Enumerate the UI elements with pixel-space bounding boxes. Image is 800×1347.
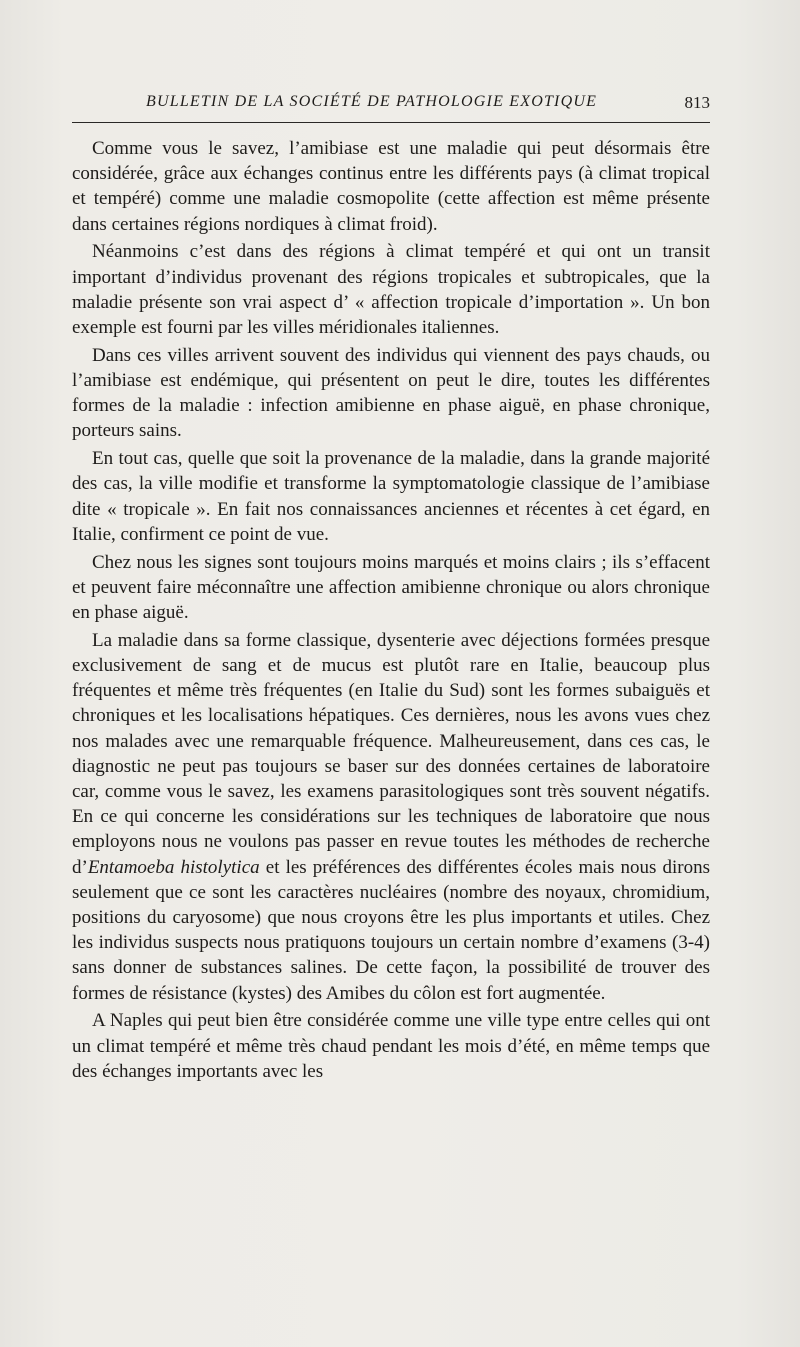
body-text [72, 136, 710, 1087]
paragraph-2: Néanmoins c’est dans des régions à climat tempéré et qui ont un transit important d’individus provenant des régions tropicales et subtropicales, que la maladie présente son vrai aspect d’ « affection tropicale d’importation ». Un bon exemple est fourni par les villes méridionales italiennes. [72, 241, 710, 339]
paragraph-3: Dans ces villes arrivent souvent des individus qui viennent des pays chauds, ou l’amibiase est endémique, qui présentent on peut le dire, toutes les différentes formes de la maladie : infection amibienne en phase aiguë, en phase chronique, porteurs sains. [72, 344, 710, 442]
paragraph-7: A Naples qui peut bien être considérée comme une ville type entre celles qui ont un climat tempéré et même très chaud pendant les mois d’été, en même temps que des échanges importants avec les [72, 1010, 710, 1082]
header-rule [72, 122, 710, 123]
species-name-italic: Entamoeba histolytica [87, 856, 260, 878]
running-title: BULLETIN DE LA SOCIÉTÉ DE PATHOLOGIE EXOTIQUE [146, 93, 598, 110]
paragraph-6-before: La maladie dans sa forme classique, dysenterie avec déjections formées presque exclusivement de sang et de mucus est plutôt rare en Italie, beaucoup plus fréquentes et même très fréquentes (en Italie du Sud) sont les formes subaiguës et chroniques et les localisations hépatiques. Ces dernières, nous les avons vues chez nos malades avec une remarquable fréquence. Malheureusement, dans ces cas, le diagnostic ne peut pas toujours se baser sur des données certaines de laboratoire car, comme vous le savez, les examens parasitologiques sont très souvent négatifs. En ce qui concerne les considérations sur les techniques de laboratoire que nous employons nous ne voulons pas passer en revue toutes les méthodes de recherche d’ [72, 629, 710, 878]
paragraph-5: Chez nous les signes sont toujours moins marqués et moins clairs ; ils s’effacent et peuvent faire méconnaître une affection amibienne chronique ou alors chronique en phase aiguë. [72, 551, 710, 624]
paragraph-1: Comme vous le savez, l’amibiase est une maladie qui peut désormais être considérée, grâce aux échanges continus entre les différents pays (à climat tropical et tempéré) comme une maladie cosmopolite (cette affection est même présente dans certaines régions nordiques à climat froid). [72, 138, 710, 235]
paragraph-6-after: et les préférences des différentes écoles mais nous dirons seulement que ce sont les caractères nucléaires (nombre des noyaux, chromidium, positions du caryosome) que nous croyons être les plus importants et utiles. Chez les individus suspects nous pratiquons toujours un certain nombre d’examens (3-4) sans donner de substances salines. De cette façon, la possibilité de trouver des formes de résistance (kystes) des Amibes du côlon est fort augmentée. [72, 856, 710, 1004]
paragraph-4: En tout cas, quelle que soit la provenance de la maladie, dans la grande majorité des cas, la ville modifie et transforme la symptomatologie classique de l’amibiase dite « tropicale ». En fait nos connaissances anciennes et récentes à cet égard, en Italie, confirment ce point de vue. [72, 448, 710, 545]
page-number: 813 [684, 93, 710, 112]
paragraph-6 [72, 628, 710, 1006]
running-header [72, 93, 710, 117]
